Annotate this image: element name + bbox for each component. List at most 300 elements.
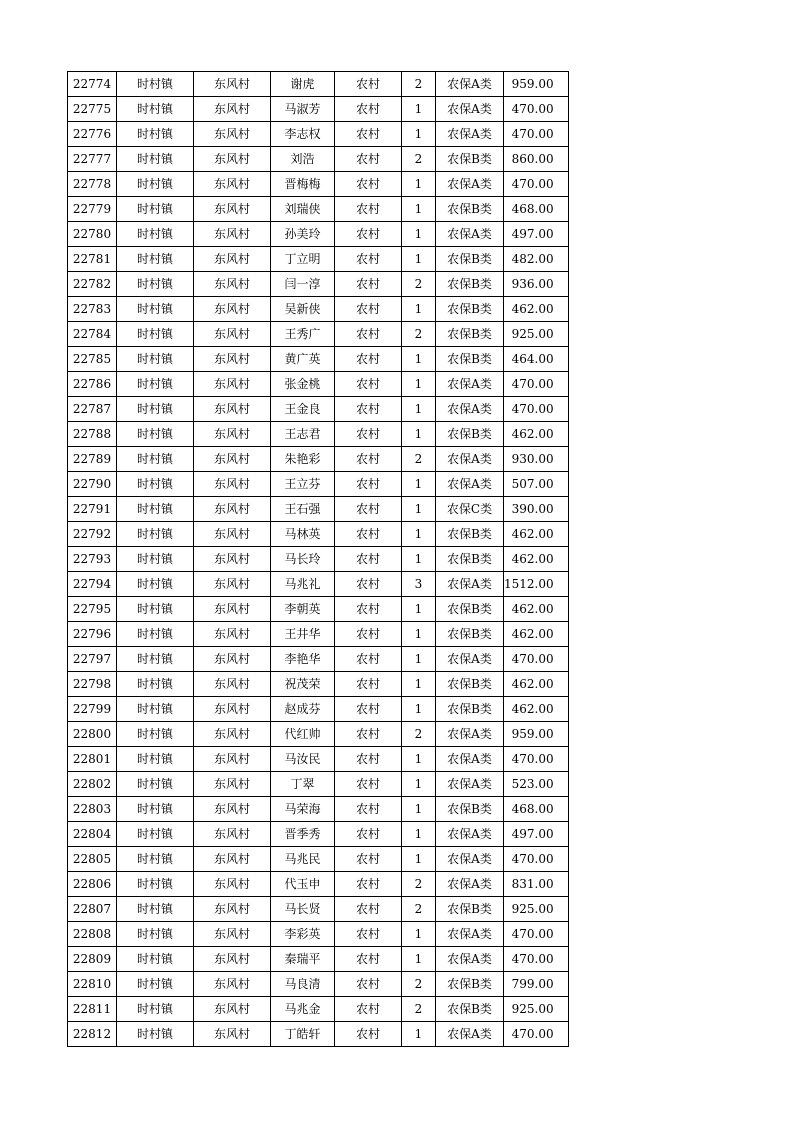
record-id-cell: 22805 [68, 847, 117, 872]
household-size-cell: 1 [402, 497, 436, 522]
household-size-cell: 1 [402, 772, 436, 797]
village-cell: 东风村 [194, 872, 271, 897]
table-body [68, 72, 569, 1047]
name-cell: 王立芬 [271, 472, 335, 497]
name-cell: 王金良 [271, 397, 335, 422]
village-cell: 东风村 [194, 347, 271, 372]
category-cell: 农保B类 [436, 597, 504, 622]
name-cell: 刘瑞侠 [271, 197, 335, 222]
area-type-cell: 农村 [335, 97, 402, 122]
town-cell: 时村镇 [117, 672, 194, 697]
area-type-cell: 农村 [335, 997, 402, 1022]
name-cell: 李志权 [271, 122, 335, 147]
category-cell: 农保B类 [436, 272, 504, 297]
name-cell: 马淑芳 [271, 97, 335, 122]
household-size-cell: 1 [402, 847, 436, 872]
amount-cell: 462.00 [504, 597, 569, 622]
village-cell: 东风村 [194, 497, 271, 522]
name-cell: 赵成芬 [271, 697, 335, 722]
household-size-cell: 2 [402, 997, 436, 1022]
name-cell: 马荣海 [271, 797, 335, 822]
table-row [68, 697, 569, 722]
category-cell: 农保A类 [436, 872, 504, 897]
category-cell: 农保C类 [436, 497, 504, 522]
record-id-cell: 22787 [68, 397, 117, 422]
table-row [68, 322, 569, 347]
area-type-cell: 农村 [335, 947, 402, 972]
amount-cell: 468.00 [504, 797, 569, 822]
name-cell: 马兆礼 [271, 572, 335, 597]
town-cell: 时村镇 [117, 622, 194, 647]
area-type-cell: 农村 [335, 247, 402, 272]
category-cell: 农保B类 [436, 247, 504, 272]
name-cell: 马良清 [271, 972, 335, 997]
village-cell: 东风村 [194, 797, 271, 822]
amount-cell: 462.00 [504, 697, 569, 722]
record-id-cell: 22812 [68, 1022, 117, 1047]
category-cell: 农保A类 [436, 372, 504, 397]
table-row [68, 222, 569, 247]
category-cell: 农保B类 [436, 197, 504, 222]
household-size-cell: 1 [402, 697, 436, 722]
town-cell: 时村镇 [117, 922, 194, 947]
area-type-cell: 农村 [335, 272, 402, 297]
name-cell: 马林英 [271, 522, 335, 547]
table-row [68, 447, 569, 472]
category-cell: 农保A类 [436, 747, 504, 772]
record-id-cell: 22796 [68, 622, 117, 647]
town-cell: 时村镇 [117, 172, 194, 197]
town-cell: 时村镇 [117, 397, 194, 422]
table-row [68, 472, 569, 497]
household-size-cell: 1 [402, 97, 436, 122]
name-cell: 王志君 [271, 422, 335, 447]
town-cell: 时村镇 [117, 322, 194, 347]
village-cell: 东风村 [194, 572, 271, 597]
area-type-cell: 农村 [335, 522, 402, 547]
area-type-cell: 农村 [335, 772, 402, 797]
area-type-cell: 农村 [335, 197, 402, 222]
amount-cell: 1512.00 [504, 572, 569, 597]
town-cell: 时村镇 [117, 822, 194, 847]
town-cell: 时村镇 [117, 797, 194, 822]
area-type-cell: 农村 [335, 1022, 402, 1047]
category-cell: 农保B类 [436, 347, 504, 372]
category-cell: 农保B类 [436, 672, 504, 697]
category-cell: 农保B类 [436, 697, 504, 722]
amount-cell: 470.00 [504, 372, 569, 397]
area-type-cell: 农村 [335, 447, 402, 472]
name-cell: 孙美玲 [271, 222, 335, 247]
household-size-cell: 2 [402, 972, 436, 997]
amount-cell: 925.00 [504, 997, 569, 1022]
category-cell: 农保B类 [436, 797, 504, 822]
area-type-cell: 农村 [335, 722, 402, 747]
area-type-cell: 农村 [335, 622, 402, 647]
name-cell: 王井华 [271, 622, 335, 647]
amount-cell: 860.00 [504, 147, 569, 172]
amount-cell: 390.00 [504, 497, 569, 522]
record-id-cell: 22780 [68, 222, 117, 247]
town-cell: 时村镇 [117, 847, 194, 872]
amount-cell: 936.00 [504, 272, 569, 297]
record-id-cell: 22775 [68, 97, 117, 122]
household-size-cell: 2 [402, 147, 436, 172]
table-row [68, 597, 569, 622]
category-cell: 农保A类 [436, 772, 504, 797]
town-cell: 时村镇 [117, 1022, 194, 1047]
town-cell: 时村镇 [117, 997, 194, 1022]
category-cell: 农保A类 [436, 722, 504, 747]
town-cell: 时村镇 [117, 122, 194, 147]
area-type-cell: 农村 [335, 972, 402, 997]
town-cell: 时村镇 [117, 897, 194, 922]
table-row [68, 672, 569, 697]
household-size-cell: 1 [402, 247, 436, 272]
category-cell: 农保A类 [436, 122, 504, 147]
name-cell: 马长贤 [271, 897, 335, 922]
record-id-cell: 22790 [68, 472, 117, 497]
village-cell: 东风村 [194, 897, 271, 922]
amount-cell: 470.00 [504, 747, 569, 772]
record-id-cell: 22795 [68, 597, 117, 622]
category-cell: 农保A类 [436, 822, 504, 847]
table-row [68, 622, 569, 647]
household-size-cell: 1 [402, 372, 436, 397]
amount-cell: 959.00 [504, 722, 569, 747]
town-cell: 时村镇 [117, 947, 194, 972]
record-id-cell: 22778 [68, 172, 117, 197]
name-cell: 丁立明 [271, 247, 335, 272]
area-type-cell: 农村 [335, 297, 402, 322]
category-cell: 农保B类 [436, 622, 504, 647]
amount-cell: 470.00 [504, 647, 569, 672]
village-cell: 东风村 [194, 647, 271, 672]
amount-cell: 497.00 [504, 222, 569, 247]
category-cell: 农保B类 [436, 522, 504, 547]
table-row [68, 797, 569, 822]
amount-cell: 959.00 [504, 72, 569, 97]
record-id-cell: 22794 [68, 572, 117, 597]
household-size-cell: 2 [402, 322, 436, 347]
town-cell: 时村镇 [117, 347, 194, 372]
town-cell: 时村镇 [117, 72, 194, 97]
record-id-cell: 22808 [68, 922, 117, 947]
town-cell: 时村镇 [117, 97, 194, 122]
village-cell: 东风村 [194, 97, 271, 122]
town-cell: 时村镇 [117, 497, 194, 522]
category-cell: 农保A类 [436, 172, 504, 197]
village-cell: 东风村 [194, 597, 271, 622]
name-cell: 朱艳彩 [271, 447, 335, 472]
table-row [68, 972, 569, 997]
area-type-cell: 农村 [335, 547, 402, 572]
village-cell: 东风村 [194, 197, 271, 222]
household-size-cell: 2 [402, 722, 436, 747]
household-size-cell: 2 [402, 897, 436, 922]
household-size-cell: 2 [402, 872, 436, 897]
amount-cell: 930.00 [504, 447, 569, 472]
village-cell: 东风村 [194, 472, 271, 497]
household-size-cell: 1 [402, 797, 436, 822]
record-id-cell: 22788 [68, 422, 117, 447]
amount-cell: 799.00 [504, 972, 569, 997]
table-row [68, 722, 569, 747]
record-id-cell: 22793 [68, 547, 117, 572]
village-cell: 东风村 [194, 297, 271, 322]
record-id-cell: 22791 [68, 497, 117, 522]
category-cell: 农保A类 [436, 447, 504, 472]
category-cell: 农保A类 [436, 572, 504, 597]
category-cell: 农保A类 [436, 222, 504, 247]
area-type-cell: 农村 [335, 872, 402, 897]
area-type-cell: 农村 [335, 72, 402, 97]
household-size-cell: 1 [402, 622, 436, 647]
name-cell: 丁翠 [271, 772, 335, 797]
amount-cell: 468.00 [504, 197, 569, 222]
record-id-cell: 22809 [68, 947, 117, 972]
record-id-cell: 22799 [68, 697, 117, 722]
amount-cell: 507.00 [504, 472, 569, 497]
village-cell: 东风村 [194, 422, 271, 447]
category-cell: 农保B类 [436, 322, 504, 347]
area-type-cell: 农村 [335, 122, 402, 147]
village-cell: 东风村 [194, 72, 271, 97]
household-size-cell: 1 [402, 547, 436, 572]
table-row [68, 572, 569, 597]
record-id-cell: 22774 [68, 72, 117, 97]
category-cell: 农保B类 [436, 297, 504, 322]
village-cell: 东风村 [194, 622, 271, 647]
name-cell: 李彩英 [271, 922, 335, 947]
town-cell: 时村镇 [117, 372, 194, 397]
record-id-cell: 22797 [68, 647, 117, 672]
amount-cell: 482.00 [504, 247, 569, 272]
amount-cell: 462.00 [504, 622, 569, 647]
record-id-cell: 22782 [68, 272, 117, 297]
household-size-cell: 1 [402, 647, 436, 672]
area-type-cell: 农村 [335, 497, 402, 522]
area-type-cell: 农村 [335, 347, 402, 372]
name-cell: 刘浩 [271, 147, 335, 172]
name-cell: 马汝民 [271, 747, 335, 772]
name-cell: 吴新侠 [271, 297, 335, 322]
table-row [68, 947, 569, 972]
category-cell: 农保B类 [436, 997, 504, 1022]
record-id-cell: 22807 [68, 897, 117, 922]
village-cell: 东风村 [194, 547, 271, 572]
record-id-cell: 22784 [68, 322, 117, 347]
household-size-cell: 1 [402, 122, 436, 147]
table-row [68, 97, 569, 122]
household-size-cell: 1 [402, 947, 436, 972]
amount-cell: 470.00 [504, 97, 569, 122]
table-row [68, 397, 569, 422]
record-id-cell: 22798 [68, 672, 117, 697]
household-size-cell: 1 [402, 222, 436, 247]
table-row [68, 1022, 569, 1047]
category-cell: 农保A类 [436, 72, 504, 97]
area-type-cell: 农村 [335, 797, 402, 822]
area-type-cell: 农村 [335, 147, 402, 172]
table-row [68, 997, 569, 1022]
household-size-cell: 1 [402, 597, 436, 622]
town-cell: 时村镇 [117, 447, 194, 472]
record-id-cell: 22803 [68, 797, 117, 822]
area-type-cell: 农村 [335, 397, 402, 422]
village-cell: 东风村 [194, 847, 271, 872]
amount-cell: 497.00 [504, 822, 569, 847]
area-type-cell: 农村 [335, 222, 402, 247]
area-type-cell: 农村 [335, 472, 402, 497]
village-cell: 东风村 [194, 397, 271, 422]
household-size-cell: 1 [402, 472, 436, 497]
table-row [68, 197, 569, 222]
household-size-cell: 2 [402, 272, 436, 297]
table-row [68, 922, 569, 947]
amount-cell: 925.00 [504, 322, 569, 347]
name-cell: 祝茂荣 [271, 672, 335, 697]
table-row [68, 372, 569, 397]
household-size-cell: 1 [402, 822, 436, 847]
household-size-cell: 1 [402, 297, 436, 322]
amount-cell: 462.00 [504, 422, 569, 447]
name-cell: 张金桃 [271, 372, 335, 397]
name-cell: 晋季秀 [271, 822, 335, 847]
category-cell: 农保A类 [436, 922, 504, 947]
area-type-cell: 农村 [335, 847, 402, 872]
village-cell: 东风村 [194, 247, 271, 272]
record-id-cell: 22792 [68, 522, 117, 547]
household-size-cell: 2 [402, 447, 436, 472]
category-cell: 农保A类 [436, 847, 504, 872]
category-cell: 农保B类 [436, 422, 504, 447]
amount-cell: 470.00 [504, 1022, 569, 1047]
name-cell: 晋梅梅 [271, 172, 335, 197]
name-cell: 马长玲 [271, 547, 335, 572]
area-type-cell: 农村 [335, 572, 402, 597]
table-row [68, 822, 569, 847]
category-cell: 农保B类 [436, 972, 504, 997]
village-cell: 东风村 [194, 322, 271, 347]
town-cell: 时村镇 [117, 222, 194, 247]
village-cell: 东风村 [194, 122, 271, 147]
area-type-cell: 农村 [335, 897, 402, 922]
amount-cell: 470.00 [504, 397, 569, 422]
town-cell: 时村镇 [117, 597, 194, 622]
household-size-cell: 2 [402, 72, 436, 97]
household-size-cell: 1 [402, 1022, 436, 1047]
table-row [68, 647, 569, 672]
name-cell: 丁皓轩 [271, 1022, 335, 1047]
village-cell: 东风村 [194, 947, 271, 972]
household-size-cell: 1 [402, 397, 436, 422]
name-cell: 黄广英 [271, 347, 335, 372]
town-cell: 时村镇 [117, 647, 194, 672]
area-type-cell: 农村 [335, 172, 402, 197]
household-size-cell: 1 [402, 172, 436, 197]
table-row [68, 247, 569, 272]
area-type-cell: 农村 [335, 822, 402, 847]
village-cell: 东风村 [194, 372, 271, 397]
village-cell: 东风村 [194, 1022, 271, 1047]
category-cell: 农保A类 [436, 397, 504, 422]
amount-cell: 462.00 [504, 547, 569, 572]
village-cell: 东风村 [194, 922, 271, 947]
village-cell: 东风村 [194, 172, 271, 197]
amount-cell: 831.00 [504, 872, 569, 897]
table-row [68, 422, 569, 447]
household-size-cell: 1 [402, 422, 436, 447]
amount-cell: 925.00 [504, 897, 569, 922]
town-cell: 时村镇 [117, 872, 194, 897]
record-id-cell: 22811 [68, 997, 117, 1022]
area-type-cell: 农村 [335, 322, 402, 347]
amount-cell: 462.00 [504, 297, 569, 322]
table-row [68, 172, 569, 197]
name-cell: 秦瑞平 [271, 947, 335, 972]
amount-cell: 470.00 [504, 847, 569, 872]
amount-cell: 464.00 [504, 347, 569, 372]
record-id-cell: 22806 [68, 872, 117, 897]
table-row [68, 347, 569, 372]
name-cell: 代红帅 [271, 722, 335, 747]
record-id-cell: 22777 [68, 147, 117, 172]
amount-cell: 470.00 [504, 172, 569, 197]
household-size-cell: 1 [402, 922, 436, 947]
table-row [68, 897, 569, 922]
table-row [68, 872, 569, 897]
name-cell: 代玉申 [271, 872, 335, 897]
household-size-cell: 1 [402, 522, 436, 547]
table-row [68, 147, 569, 172]
town-cell: 时村镇 [117, 972, 194, 997]
table-row [68, 122, 569, 147]
record-id-cell: 22804 [68, 822, 117, 847]
category-cell: 农保A类 [436, 647, 504, 672]
table-row [68, 547, 569, 572]
record-id-cell: 22801 [68, 747, 117, 772]
amount-cell: 470.00 [504, 122, 569, 147]
area-type-cell: 农村 [335, 922, 402, 947]
amount-cell: 462.00 [504, 672, 569, 697]
village-cell: 东风村 [194, 722, 271, 747]
town-cell: 时村镇 [117, 747, 194, 772]
town-cell: 时村镇 [117, 422, 194, 447]
amount-cell: 523.00 [504, 772, 569, 797]
record-id-cell: 22786 [68, 372, 117, 397]
name-cell: 李朝英 [271, 597, 335, 622]
data-table [67, 71, 569, 1047]
household-size-cell: 1 [402, 347, 436, 372]
village-cell: 东风村 [194, 672, 271, 697]
area-type-cell: 农村 [335, 372, 402, 397]
town-cell: 时村镇 [117, 772, 194, 797]
record-id-cell: 22781 [68, 247, 117, 272]
record-id-cell: 22789 [68, 447, 117, 472]
village-cell: 东风村 [194, 272, 271, 297]
household-size-cell: 1 [402, 747, 436, 772]
category-cell: 农保B类 [436, 147, 504, 172]
name-cell: 王秀广 [271, 322, 335, 347]
category-cell: 农保A类 [436, 1022, 504, 1047]
record-id-cell: 22783 [68, 297, 117, 322]
table-row [68, 747, 569, 772]
town-cell: 时村镇 [117, 472, 194, 497]
name-cell: 马兆金 [271, 997, 335, 1022]
village-cell: 东风村 [194, 972, 271, 997]
household-size-cell: 3 [402, 572, 436, 597]
